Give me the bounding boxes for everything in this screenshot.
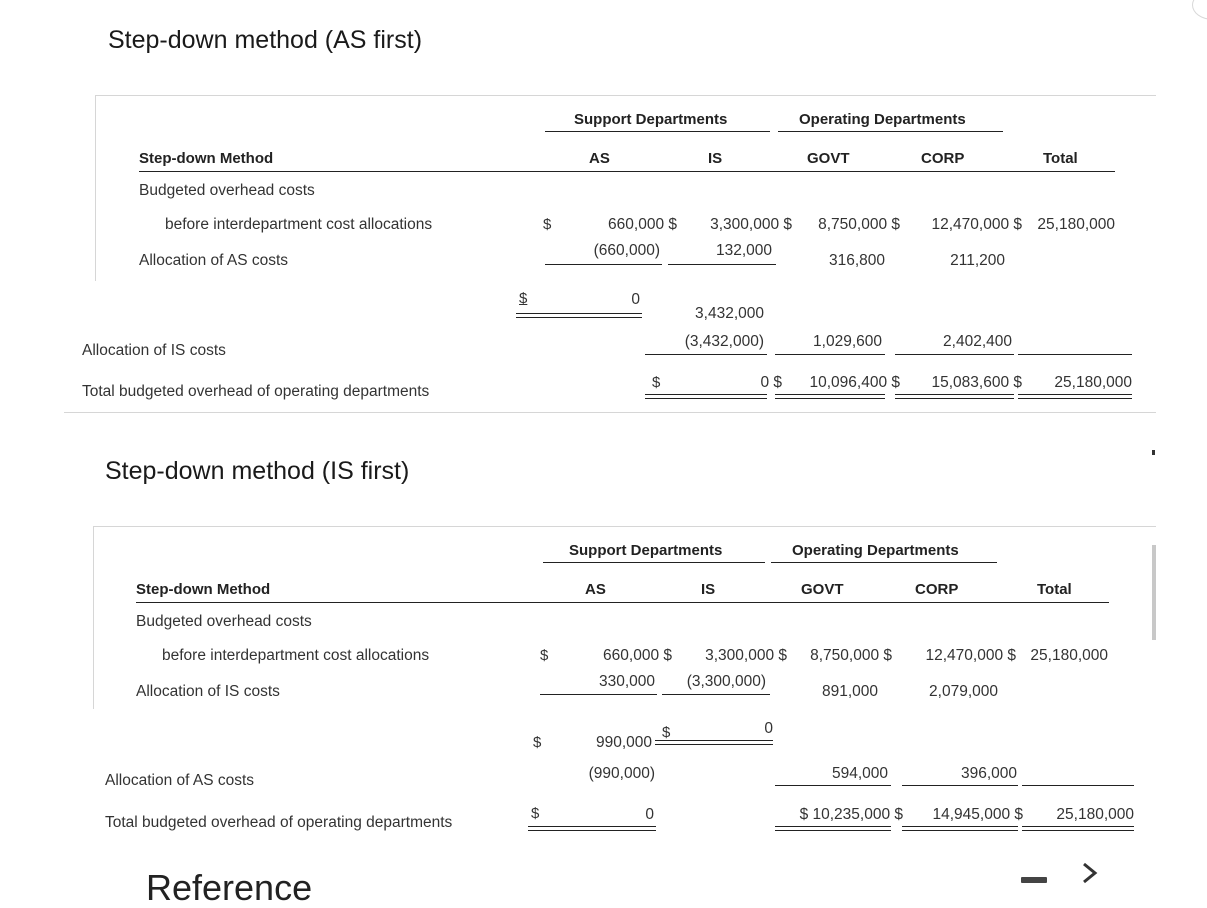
minimize-button[interactable]	[1021, 872, 1047, 883]
column-header-method: Step-down Method	[136, 581, 271, 598]
cell-value: 0	[631, 291, 640, 308]
cell-value: (3,300,000)	[686, 673, 766, 690]
row-label: Allocation of IS costs	[82, 342, 226, 359]
cell-value: 3,432,000	[695, 305, 764, 322]
cell-value: 12,470,000 $	[925, 647, 1016, 664]
cell-value: 10,096,400 $	[809, 374, 900, 391]
row-label: Budgeted overhead costs	[136, 613, 312, 630]
cell-value: 25,180,000	[1030, 647, 1108, 664]
currency-sign: $	[540, 647, 549, 664]
cell-value: 316,800	[828, 252, 885, 269]
row-label: before interdepartment cost allocations	[162, 647, 430, 664]
row-label: Allocation of AS costs	[139, 252, 289, 269]
currency-sign: $	[662, 724, 671, 741]
cell-value: 25,180,000	[1054, 374, 1132, 391]
cell-value: 211,200	[950, 252, 1005, 269]
marker	[1152, 450, 1155, 455]
cell-value: 15,083,600 $	[931, 374, 1022, 391]
currency-sign: $	[531, 805, 540, 822]
column-header-total: Total	[1037, 581, 1072, 598]
cell-value: (660,000)	[593, 242, 660, 259]
corner-control[interactable]	[1192, 0, 1207, 20]
group-header-support: Support Departments	[569, 542, 723, 559]
section-title-as-first: Step-down method (AS first)	[108, 26, 423, 54]
cell-value: (990,000)	[588, 765, 655, 782]
column-header-corp: CORP	[921, 150, 965, 167]
row-label: Budgeted overhead costs	[139, 182, 315, 199]
cell-value: 25,180,000	[1037, 216, 1115, 233]
column-header-govt: GOVT	[807, 150, 850, 167]
currency-sign: $	[543, 216, 552, 233]
column-header-govt: GOVT	[801, 581, 844, 598]
column-header-method: Step-down Method	[139, 150, 274, 167]
minus-icon	[1021, 877, 1047, 883]
next-button[interactable]	[1078, 858, 1102, 888]
cell-value: 8,750,000 $	[810, 647, 892, 664]
reference-heading: Reference	[146, 867, 313, 908]
row-label: Allocation of IS costs	[136, 683, 280, 700]
currency-sign: $	[533, 734, 542, 751]
cell-value: $ 10,235,000 $	[799, 806, 903, 823]
cell-value: 2,079,000	[929, 683, 998, 700]
column-header-total: Total	[1043, 150, 1078, 167]
cell-value: 0 $	[760, 374, 782, 391]
cell-value: 594,000	[831, 765, 888, 782]
currency-sign: $	[652, 374, 661, 391]
cell-value: 3,300,000 $	[710, 216, 792, 233]
row-label: Total budgeted overhead of operating departments	[105, 814, 453, 831]
section-title-is-first: Step-down method (IS first)	[105, 457, 410, 485]
cell-value: 132,000	[715, 242, 772, 259]
cell-value: 0	[764, 720, 773, 737]
column-header-as: AS	[589, 150, 610, 167]
cell-value: 330,000	[598, 673, 655, 690]
cell-value: 990,000	[595, 734, 652, 751]
column-header-is: IS	[701, 581, 716, 598]
cell-value: 25,180,000	[1056, 806, 1134, 823]
cell-value: 8,750,000 $	[818, 216, 900, 233]
currency-sign: $	[519, 290, 528, 307]
group-header-support: Support Departments	[574, 111, 728, 128]
group-header-operating: Operating Departments	[799, 111, 966, 128]
row-label: Total budgeted overhead of operating departments	[82, 383, 430, 400]
group-header-operating: Operating Departments	[792, 542, 959, 559]
cell-value: 660,000 $	[603, 647, 672, 664]
cell-value: 2,402,400	[943, 333, 1012, 350]
cell-value: 660,000 $	[608, 216, 677, 233]
column-header-as: AS	[585, 581, 606, 598]
chevron-right-icon	[1078, 858, 1102, 888]
cell-value: 891,000	[821, 683, 878, 700]
row-label: before interdepartment cost allocations	[165, 216, 433, 233]
table-separator	[64, 412, 1156, 413]
cell-value: (3,432,000)	[684, 333, 764, 350]
row-label: Allocation of AS costs	[105, 772, 255, 789]
cell-value: 12,470,000 $	[931, 216, 1022, 233]
column-header-corp: CORP	[915, 581, 959, 598]
scrollbar-thumb[interactable]	[1152, 545, 1156, 640]
cell-value: 396,000	[960, 765, 1017, 782]
cell-value: 14,945,000 $	[932, 806, 1023, 823]
cell-value: 3,300,000 $	[705, 647, 787, 664]
cell-value: 0	[645, 806, 654, 823]
column-header-is: IS	[708, 150, 723, 167]
cell-value: 1,029,600	[813, 333, 882, 350]
